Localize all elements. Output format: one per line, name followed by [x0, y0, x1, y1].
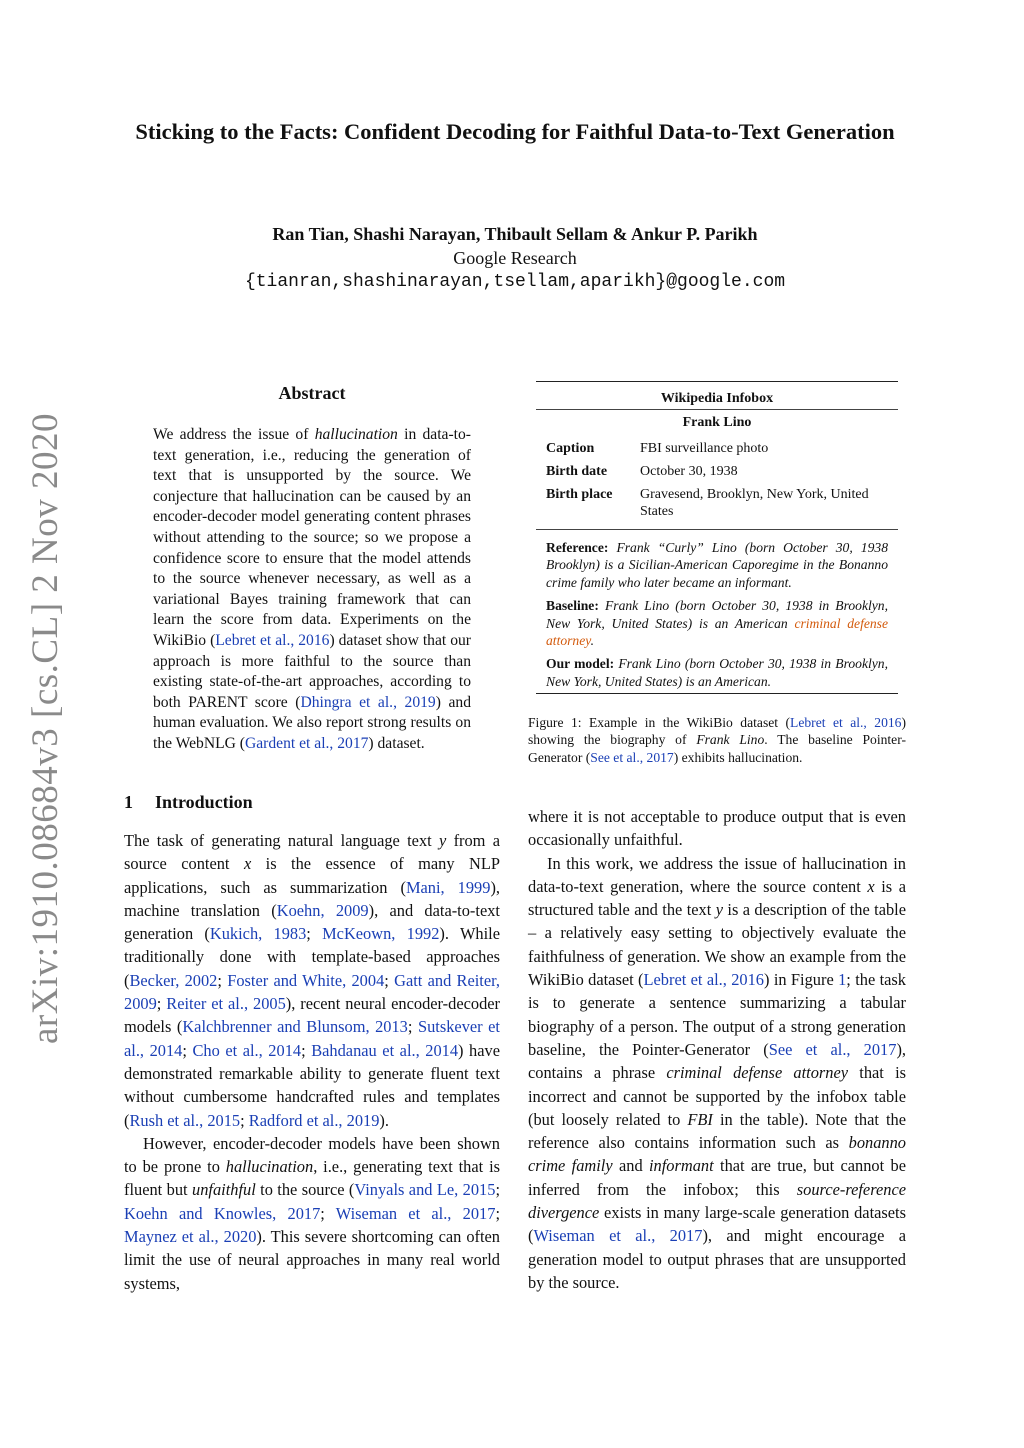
our-model-text: Our model: Frank Lino (born October 30, 1938 in Brooklyn, New York, United States) is an American. — [546, 656, 888, 689]
paper-title: Sticking to the Facts: Confident Decoding for Faithful Data-to-Text Generation — [135, 119, 895, 144]
citation-link[interactable]: See et al., 2017 — [590, 749, 674, 765]
citation-link[interactable]: Gatt and Reiter, 2009 — [124, 970, 501, 1014]
intro-paragraph-4: In this work, we address the issue of hallucination in data-to-text generation, where the source content x is a structured table and the text y is a description of the table – a relatively easy setting to objectively evaluate the faithfulness of generation. We show an example from the WikiBio dataset (Lebret et al., 2016) in Figure 1; the task is to generate a sentence summarizing a tabular biography of a person. The output of a strong generation baseline, the Pointer-Generator (See et al., 2017), contains a phrase criminal defense attorney that is incorrect and cannot be supported by the infobox table (but loosely related to FBI in the table). Note that the reference also contains information such as bonanno crime family and informant that are true, but cannot be inferred from the infobox; this source-reference divergence exists in many large-scale generation datasets (Wiseman et al., 2017), and might encourage a generation model to output phrases that are unsupported by the source. — [528, 853, 907, 1292]
infobox-row: Caption FBI surveillance photo — [546, 441, 769, 456]
citation-link[interactable]: Foster and White, 2004 — [227, 970, 385, 990]
reference-text: Reference: Frank “Curly” Lino (born October 30, 1938 Brooklyn) is a Sicilian-American Caporegime in the Bonanno crime family who later became an informant. — [546, 540, 888, 590]
citation-link[interactable]: Koehn and Knowles, 2017 — [124, 1203, 321, 1223]
baseline-text: Baseline: Frank Lino (born October 30, 1938 in Brooklyn, New York, United States) is an American criminal defense attorney. — [546, 598, 889, 649]
citation-link[interactable]: Vinyals and Le, 2015 — [354, 1180, 496, 1200]
author-block — [130, 222, 900, 294]
intro-paragraph-3: where it is not acceptable to produce output that is even occasionally unfaithful. — [528, 807, 906, 850]
figure-1 — [536, 381, 898, 694]
arxiv-side-label: arXiv:1910.08684v3 [cs.CL] 2 Nov 2020 — [25, 413, 66, 1044]
citation-link[interactable]: McKeown, 1992 — [322, 924, 440, 944]
citation-link[interactable]: Dhingra et al., 2019 — [300, 693, 436, 711]
citation-link[interactable]: Kalchbrenner and Blunsom, 2013 — [182, 1017, 408, 1037]
infobox-bottom-rule — [536, 529, 898, 530]
citation-link[interactable]: Lebret et al., 2016 — [215, 631, 330, 649]
citation-link[interactable]: Sutskever et al., 2014 — [124, 1017, 500, 1060]
citation-link[interactable]: Radford et al., 2019 — [248, 1110, 380, 1130]
infobox-row: Birth place Gravesend, Brooklyn, New York, United States — [546, 487, 869, 519]
citation-link[interactable]: Gardent et al., 2017 — [245, 734, 369, 752]
figure-bottom-rule — [536, 693, 898, 694]
citation-link[interactable]: Becker, 2002 — [129, 970, 218, 990]
left-column-body — [124, 829, 500, 1295]
infobox-header-rule — [536, 409, 898, 410]
infobox-name: Frank Lino — [682, 415, 752, 430]
infobox-header: Wikipedia Infobox — [660, 391, 774, 406]
affiliation: Google Research — [453, 248, 577, 268]
right-column-body — [528, 805, 906, 1294]
intro-paragraph-1: The task of generating natural language text y from a source content x is the essence of many NLP applications, such as summarization (Mani, 1999), machine translation (Koehn, 2009), and data-to-text generation (Kukich, 1983; McKeown, 1992). While traditionally done with template-based approaches (Becker, 2002; Foster and White, 2004; Gatt and Reiter, 2009; Reiter et al., 2005), recent neural encoder-decoder models (Kalchbrenner and Blunsom, 2013; Sutskever et al., 2014; Cho et al., 2014; Bahdanau et al., 2014) have demonstrated remarkable ability to generate fluent text without cumbersome handcrafted rules and templates (Rush et al., 2015; Radford et al., 2019). — [124, 831, 501, 1130]
citation-link[interactable]: Wiseman et al., 2017 — [533, 1226, 703, 1246]
citation-link[interactable]: See et al., 2017 — [768, 1039, 897, 1059]
author-emails: {tianran,shashinarayan,tsellam,aparikh}@google.com — [244, 272, 786, 292]
citation-link[interactable]: Koehn, 2009 — [276, 900, 369, 920]
abstract-heading: Abstract — [278, 383, 346, 403]
section-heading-introduction: 1 Introduction — [124, 792, 253, 812]
citation-link[interactable]: Cho et al., 2014 — [192, 1040, 302, 1060]
intro-paragraph-2: However, encoder-decoder models have been shown to be prone to hallucination, i.e., generating text that is fluent but unfaithful to the source (Vinyals and Le, 2015; Koehn and Knowles, 2017; Wiseman et al., 2017; Maynez et al., 2020). This severe shortcoming can often limit the use of neural approaches in many real world systems, — [124, 1133, 501, 1293]
author-names: Ran Tian, Shashi Narayan, Thibault Sellam & Ankur P. Parikh — [272, 224, 758, 244]
abstract-body: We address the issue of hallucination in data-to-text generation, i.e., reducing the generation of text that is unsupported by the source. We conjecture that hallucination can be caused by an encoder-decoder model generating content phrases without attending to the source; so we propose a confidence score to ensure that the model attends to the source whenever necessary, as well as a variational Bayes training framework that can learn the score from data. Experiments on the WikiBio (Lebret et al., 2016) dataset show that our approach is more faithful to the source than existing state-of-the-art approaches, according to both PARENT score (Dhingra et al., 2019) and human evaluation. We also report strong results on the WebNLG (Gardent et al., 2017) dataset. — [153, 426, 471, 752]
citation-link[interactable]: Lebret et al., 2016 — [643, 970, 764, 990]
infobox-row: Birth date October 30, 1938 — [546, 464, 738, 479]
citation-link[interactable]: Wiseman et al., 2017 — [335, 1203, 496, 1223]
citation-link[interactable]: Reiter et al., 2005 — [166, 994, 286, 1014]
figure-caption: Figure 1: Example in the WikiBio dataset (Lebret et al., 2016) showing the biography of Frank Lino. The baseline Pointer-Generator (See et al., 2017) exhibits hallucination. — [528, 715, 906, 765]
generation-examples — [536, 539, 898, 690]
hallucinated-phrase: criminal defense attorney — [546, 615, 889, 649]
figure-ref-link[interactable]: 1 — [838, 970, 847, 990]
citation-link[interactable]: Lebret et al., 2016 — [790, 715, 902, 730]
infobox-table — [546, 437, 890, 523]
citation-link[interactable]: Mani, 1999 — [405, 877, 491, 897]
citation-link[interactable]: Bahdanau et al., 2014 — [311, 1040, 459, 1060]
citation-link[interactable]: Kukich, 1983 — [209, 924, 307, 944]
citation-link[interactable]: Maynez et al., 2020 — [124, 1227, 257, 1247]
citation-link[interactable]: Rush et al., 2015 — [129, 1110, 241, 1130]
